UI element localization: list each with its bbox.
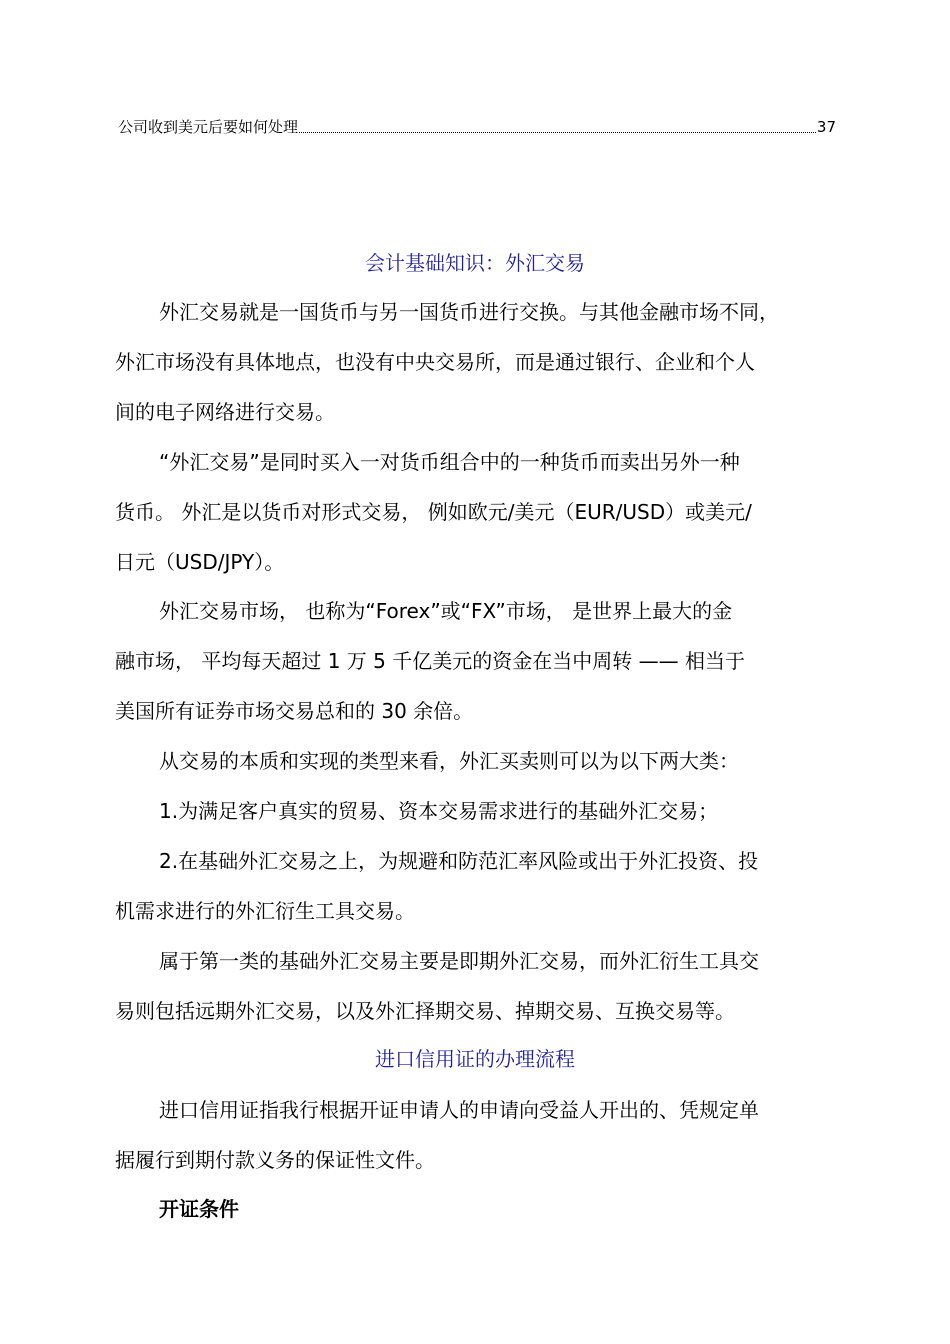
paragraph-line: 融市场， 平均每天超过 1 万 5 千亿美元的资金在当中周转 —— 相当于 [115, 649, 745, 673]
paragraph-forex-types [115, 736, 840, 786]
paragraph-line: 机需求进行的外汇衍生工具交易。 [115, 899, 415, 923]
paragraph-line: 外汇交易市场， 也称为“Forex”或“FX”市场， 是世界上最大的金 [159, 599, 733, 623]
paragraph-line: 美国所有证券市场交易总和的 30 余倍。 [115, 699, 474, 723]
paragraph-forex-categories [115, 936, 840, 1036]
paragraph-line: 从交易的本质和实现的类型来看，外汇买卖则可以为以下两大类： [159, 749, 739, 773]
paragraph-import-lc-definition [115, 1085, 840, 1185]
list-item-2 [115, 836, 840, 936]
paragraph-line: 易则包括远期外汇交易，以及外汇择期交易、掉期交易、互换交易等。 [115, 999, 735, 1023]
subheading-text: 开证条件 [159, 1197, 239, 1221]
paragraph-line: 货币。 外汇是以货币对形式交易， 例如欧元/美元（EUR/USD）或美元/ [115, 500, 752, 524]
paragraph-line: 据履行到期付款义务的保证性文件。 [115, 1148, 435, 1172]
toc-entry-page: 37 [816, 118, 836, 136]
paragraph-line: 进口信用证指我行根据开证申请人的申请向受益人开出的、凭规定单 [159, 1098, 759, 1122]
toc-entry-text: 公司收到美元后要如何处理 [118, 118, 299, 136]
paragraph-line: 1.为满足客户真实的贸易、资本交易需求进行的基础外汇交易； [159, 799, 719, 823]
paragraph-line: 外汇交易就是一国货币与另一国货币进行交换。与其他金融市场不同， [159, 300, 779, 324]
paragraph-line: “外汇交易”是同时买入一对货币组合中的一种货币而卖出另外一种 [159, 450, 740, 474]
list-item-1 [115, 786, 840, 836]
paragraph-line: 2.在基础外汇交易之上，为规避和防范汇率风险或出于外汇投资、投 [159, 849, 759, 873]
section-title-import-lc: 进口信用证的办理流程 [375, 1047, 575, 1071]
paragraph-line: 间的电子网络进行交易。 [115, 400, 335, 424]
paragraph-line: 外汇市场没有具体地点，也没有中央交易所，而是通过银行、企业和个人 [115, 350, 755, 374]
paragraph-forex-trading [115, 437, 840, 587]
paragraph-line: 属于第一类的基础外汇交易主要是即期外汇交易，而外汇衍生工具交 [159, 949, 759, 973]
section-title-forex: 会计基础知识：外汇交易 [365, 251, 585, 275]
paragraph-forex-market [115, 586, 840, 736]
paragraph-line: 日元（USD/JPY）。 [115, 550, 285, 574]
subheading-lc-conditions [115, 1184, 840, 1234]
toc-leader-dots [299, 132, 816, 133]
paragraph-forex-definition [115, 287, 840, 437]
toc-entry[interactable] [118, 114, 836, 138]
